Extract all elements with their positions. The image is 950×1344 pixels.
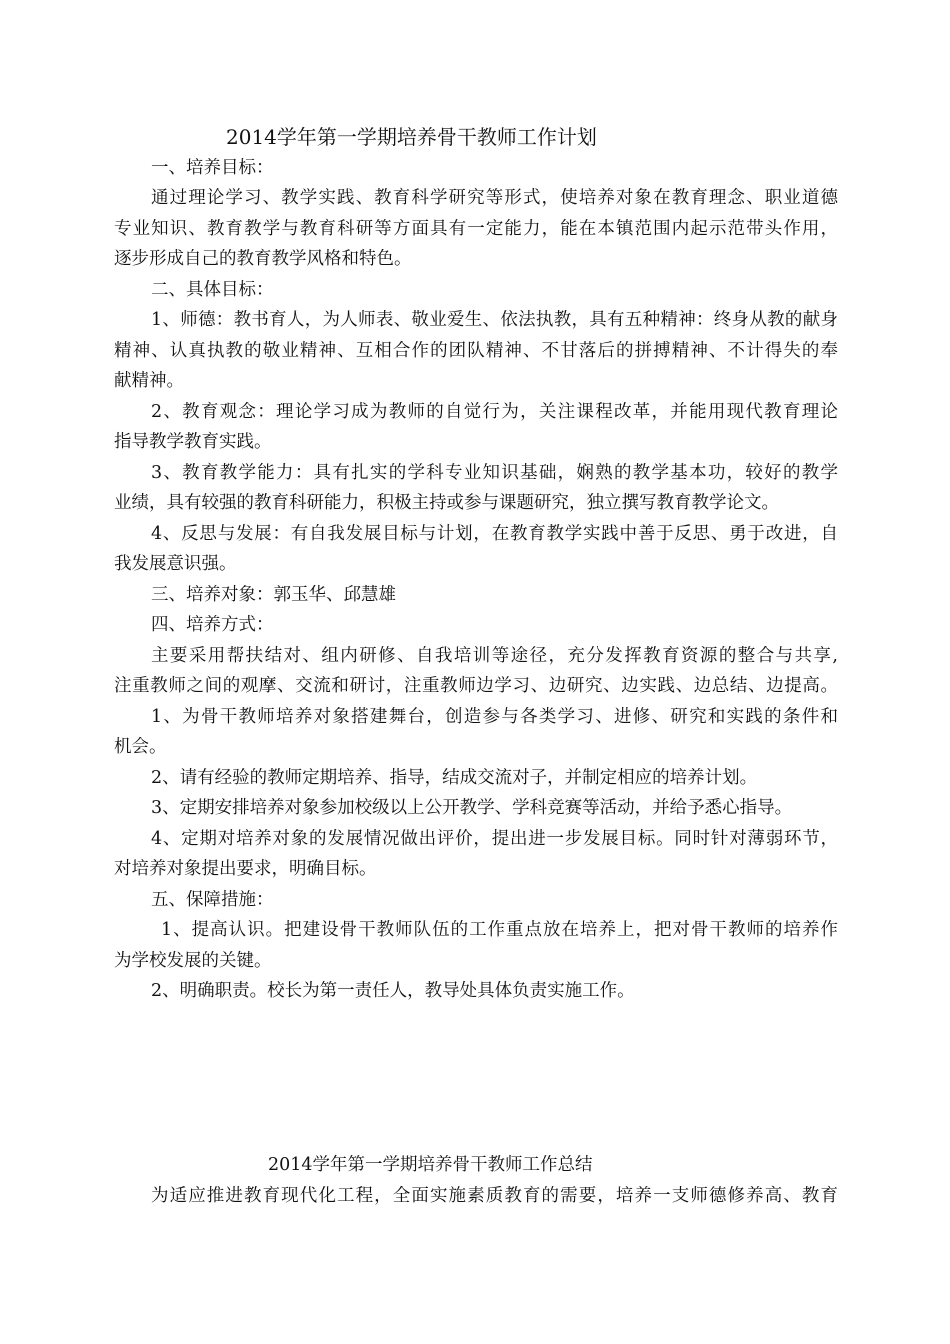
plan-line: 通过理论学习、教学实践、教育科学研究等形式，使培养对象在教育理念、职业道德 (151, 188, 838, 208)
plan-line: 4、反思与发展：有自我发展目标与计划，在教育教学实践中善于反思、勇于改进，自 (151, 524, 838, 544)
plan-line: 二、具体目标： (151, 280, 274, 300)
plan-line: 精神、认真执教的敬业精神、互相合作的团队精神、不甘落后的拼搏精神、不计得失的奉 (114, 341, 838, 361)
plan-line: 五、保障措施： (151, 890, 274, 910)
plan-line: 2、请有经验的教师定期培养、指导，结成交流对子，并制定相应的培养计划。 (151, 768, 758, 788)
summary-line: 为适应推进教育现代化工程，全面实施素质教育的需要，培养一支师德修养高、教育 (151, 1186, 838, 1206)
plan-line: 2、明确职责。校长为第一责任人，教导处具体负责实施工作。 (151, 981, 635, 1001)
plan-line: 为学校发展的关键。 (114, 951, 272, 971)
plan-line: 2、教育观念：理论学习成为教师的自觉行为，关注课程改革，并能用现代教育理论 (151, 402, 838, 422)
plan-line: 指导教学教育实践。 (114, 432, 272, 452)
plan-line: 1、师德：教书育人，为人师表、敬业爱生、依法执教，具有五种精神：终身从教的献身 (151, 310, 838, 330)
plan-line: 机会。 (114, 737, 167, 757)
plan-title: 2014学年第一学期培养骨干教师工作计划 (226, 125, 597, 149)
plan-line: 对培养对象提出要求，明确目标。 (114, 859, 377, 879)
plan-line: 业绩，具有较强的教育科研能力，积极主持或参与课题研究，独立撰写教育教学论文。 (114, 493, 779, 513)
plan-line: 三、培养对象：郭玉华、邱慧雄 (151, 585, 396, 605)
plan-line: 献精神。 (114, 371, 184, 391)
summary-title: 2014学年第一学期培养骨干教师工作总结 (268, 1155, 593, 1175)
plan-line: 4、定期对培养对象的发展情况做出评价，提出进一步发展目标。同时针对薄弱环节， (151, 829, 838, 849)
plan-line: 四、培养方式： (151, 615, 274, 635)
plan-line: 主要采用帮扶结对、组内研修、自我培训等途径，充分发挥教育资源的整合与共享, (151, 646, 838, 666)
plan-line: 专业知识、教育教学与教育科研等方面具有一定能力，能在本镇范围内起示范带头作用， (114, 219, 838, 239)
plan-line: 3、定期安排培养对象参加校级以上公开教学、学科竞赛等活动，并给予悉心指导。 (151, 798, 793, 818)
plan-line: 一、培养目标： (151, 158, 274, 178)
plan-line: 逐步形成自己的教育教学风格和特色。 (114, 249, 412, 269)
plan-line: 注重教师之间的观摩、交流和研讨，注重教师边学习、边研究、边实践、边总结、边提高。 (114, 676, 838, 696)
plan-line: 1、提高认识。把建设骨干教师队伍的工作重点放在培养上，把对骨干教师的培养作 (161, 920, 838, 940)
plan-line: 1、为骨干教师培养对象搭建舞台，创造参与各类学习、进修、研究和实践的条件和 (151, 707, 838, 727)
plan-line: 我发展意识强。 (114, 554, 237, 574)
plan-line: 3、教育教学能力：具有扎实的学科专业知识基础，娴熟的教学基本功，较好的教学 (151, 463, 838, 483)
